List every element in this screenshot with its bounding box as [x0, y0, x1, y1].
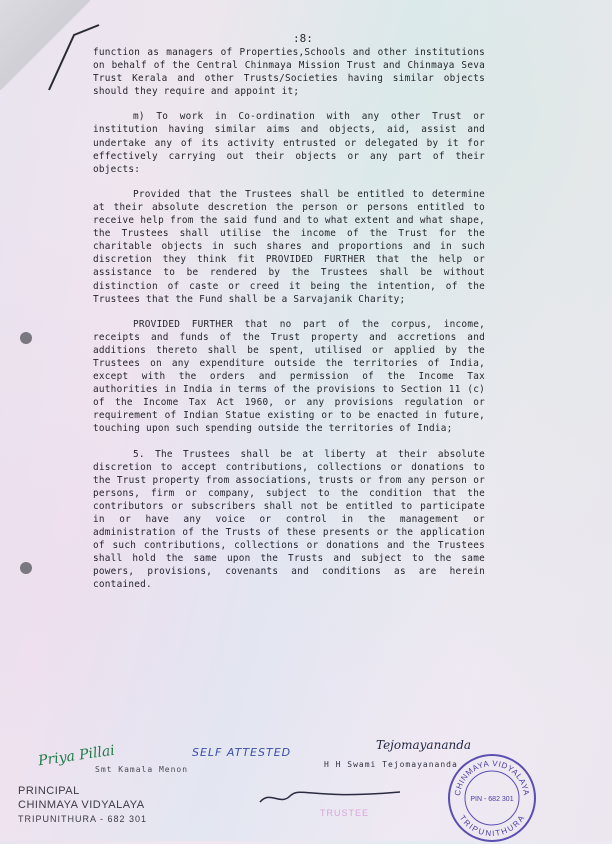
seal-bottom-text: TRIPUNITHURA [457, 813, 527, 839]
document-body [93, 46, 485, 604]
paragraph-1: function as managers of Properties,Schools and other institutions on behalf of the Central Chinmaya Mission Trust and Chinmaya Seva Trust Kerala and other Trusts/Societies having similar objects should they require and appoint it; [93, 47, 485, 98]
trustee-label: TRUSTEE [320, 808, 370, 818]
seal-pin: PIN - 682 301 [470, 796, 514, 803]
signatory-name: H H Swami Tejomayananda [324, 760, 458, 769]
signature-tejomayananda: Tejomayananda [376, 738, 472, 752]
self-attested-stamp: SELF ATTESTED [192, 746, 292, 759]
paragraph-3: Provided that the Trustees shall be entitled to determine at their absolute descretion the person or persons entitled to receive help from the said fund and to what extent and what shape, the Trustees shall utilise the income of the Trust for the charitable objects in such shares and proportions and in such discretion they think fit PROVIDED FURTHER that the help or assistance to be rendered by the Trustees shall be without distinction of caste or creed it being the intention, of the Trustees that the Fund shall be a Sarvajanik Charity; [93, 188, 485, 305]
trustee-signature [250, 786, 410, 810]
principal-title: PRINCIPAL [18, 785, 80, 797]
faint-name: Smt Kamala Menon [95, 765, 189, 774]
punch-hole [20, 562, 32, 574]
paragraph-5: 5. The Trustees shall be at liberty at their absolute discretion to accept contributions, collections or donations to the Trust property from associations, trusts or from any person or persons, firm or company, subject to the condition that the contributors or subscribers shall not be entitled to participate in or have any voice or control in the management or administration of the Trusts of these presents or the application of such contributions, collections or donations and the Trustees shall hold the same upon the Trusts and subject to the same powers, provisions, covenants and conditions as are herein contained. [93, 448, 485, 591]
principal-school: CHINMAYA VIDYALAYA [18, 799, 145, 811]
principal-place: TRIPUNITHURA - 682 301 [18, 814, 148, 824]
page-number: :8: [293, 32, 313, 45]
school-seal [446, 752, 538, 844]
punch-hole [20, 332, 32, 344]
signature-priya: Priya Pillai [37, 742, 116, 770]
seal-top-text: CHINMAYA VIDYALAYA [452, 758, 531, 797]
paragraph-2: m) To work in Co-ordination with any other Trust or institution having similar aims and objects, aid, assist and undertake any of its activity entrusted or delegated by it for effectively carrying out their objects or any part of their objects: [93, 111, 485, 175]
paragraph-4: PROVIDED FURTHER that no part of the corpus, income, receipts and funds of the Trust property and accretions and additions thereto shall be spent, utilised or applied by the Trustees on any expenditure outside the territories of India, except with the orders and permission of the Income Tax authorities in India in terms of the provisions to Section 11 (c) of the Income Tax Act 1960, or any provisions regulation or requirement of Indian Statue existing or to be enacted in future, touching upon such spending outside the territories of India; [93, 318, 485, 435]
principal-stamp [18, 784, 147, 826]
